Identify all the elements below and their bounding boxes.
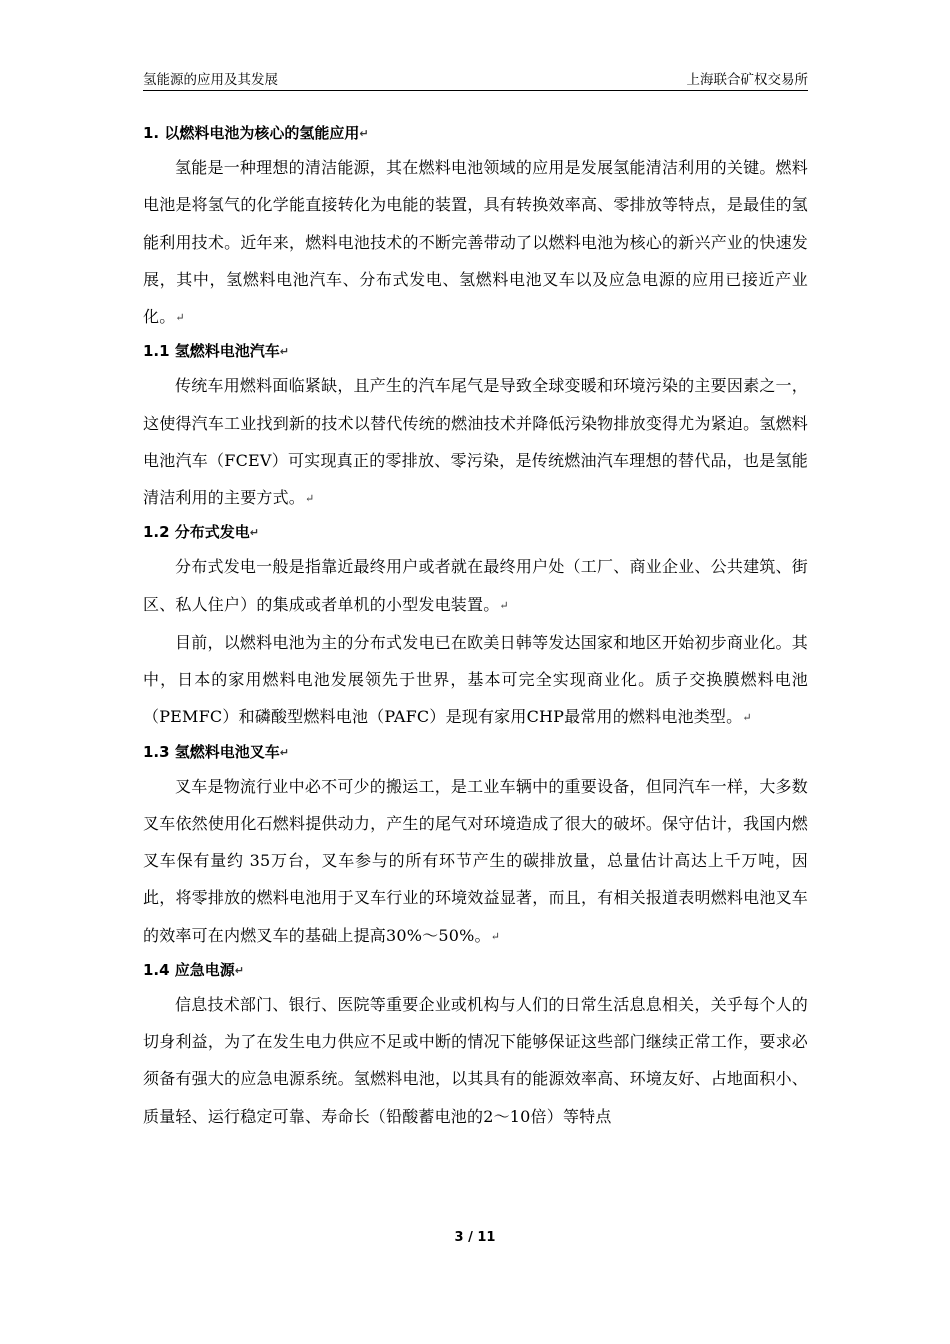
section-heading-1-4: 1.4 应急电源↵ <box>143 960 245 979</box>
page-header <box>143 70 808 91</box>
section-heading-1-2: 1.2 分布式发电↵ <box>143 523 260 542</box>
paragraph-mark-icon: ↵ <box>175 311 185 325</box>
page-number <box>0 1228 950 1248</box>
paragraph: 叉车是物流行业中必不可少的搬运工，是工业车辆中的重要设备，但同汽车一样，大多数叉车依然使用化石燃料提供动力，产生的尾气对环境造成了很大的破坏。保守估计，我国内燃叉车保有量约 35万台，叉车参与的所有环节产生的碳排放量，总量估计高达上千万吨，因此，将零排放的燃料电池用于叉车行业的环境效益显著，而且，有相关报道表明燃料电池叉车的效率可在内燃叉车的基础上提高30%～50%。↵ <box>143 776 808 945</box>
header-title: 氢能源的应用及其发展 <box>143 72 278 88</box>
document-body <box>143 118 808 1135</box>
paragraph-mark-icon: ↵ <box>249 526 260 540</box>
section-heading-1: 1. 以燃料电池为核心的氢能应用↵ <box>143 124 369 142</box>
paragraph-mark-icon: ↵ <box>279 745 290 759</box>
paragraph-mark-icon: ↵ <box>359 127 369 140</box>
section-heading-1-1: 1.1 氢燃料电池汽车↵ <box>143 342 290 361</box>
paragraph: 信息技术部门、银行、医院等重要企业或机构与人们的日常生活息息相关，关乎每个人的切身利益，为了在发生电力供应不足或中断的情况下能够保证这些部门继续正常工作，要求必须备有强大的应急电源系统。氢燃料电池，以其具有的能源效率高、环境友好、占地面积小、质量轻、运行稳定可靠、寿命长（铅酸蓄电池的2～10倍）等特点 <box>143 994 808 1126</box>
current-page: 3 <box>454 1230 464 1245</box>
paragraph: 氢能是一种理想的清洁能源，其在燃料电池领域的应用是发展氢能清洁利用的关键。燃料电池是将氢气的化学能直接转化为电能的装置，具有转换效率高、零排放等特点，是最佳的氢能利用技术。近年来，燃料电池技术的不断完善带动了以燃料电池为核心的新兴产业的快速发展，其中，氢燃料电池汽车、分布式发电、氢燃料电池叉车以及应急电源的应用已接近产业化。↵ <box>143 158 808 327</box>
page-separator: / <box>468 1230 473 1245</box>
paragraph: 分布式发电一般是指靠近最终用户或者就在最终用户处（工厂、商业企业、公共建筑、街区、私人住户）的集成或者单机的小型发电装置。↵ <box>143 557 808 614</box>
paragraph-mark-icon: ↵ <box>499 598 509 612</box>
paragraph-mark-icon: ↵ <box>742 711 752 725</box>
paragraph-mark-icon: ↵ <box>234 963 245 977</box>
header-organization: 上海联合矿权交易所 <box>686 72 808 88</box>
section-heading-1-3: 1.3 氢燃料电池叉车↵ <box>143 742 290 761</box>
paragraph: 传统车用燃料面临紧缺，且产生的汽车尾气是导致全球变暖和环境污染的主要因素之一，这使得汽车工业找到新的技术以替代传统的燃油技术并降低污染物排放变得尤为紧迫。氢燃料电池汽车（FCEV）可实现真正的零排放、零污染，是传统燃油汽车理想的替代品，也是氢能清洁利用的主要方式。↵ <box>143 376 808 508</box>
paragraph: 目前，以燃料电池为主的分布式发电已在欧美日韩等发达国家和地区开始初步商业化。其中，日本的家用燃料电池发展领先于世界，基本可完全实现商业化。质子交换膜燃料电池（PEMFC）和磷酸型燃料电池（PAFC）是现有家用CHP最常用的燃料电池类型。↵ <box>143 632 808 727</box>
total-pages: 11 <box>477 1230 496 1245</box>
paragraph-mark-icon: ↵ <box>279 345 290 359</box>
paragraph-mark-icon: ↵ <box>305 492 315 506</box>
paragraph-mark-icon: ↵ <box>490 929 501 943</box>
